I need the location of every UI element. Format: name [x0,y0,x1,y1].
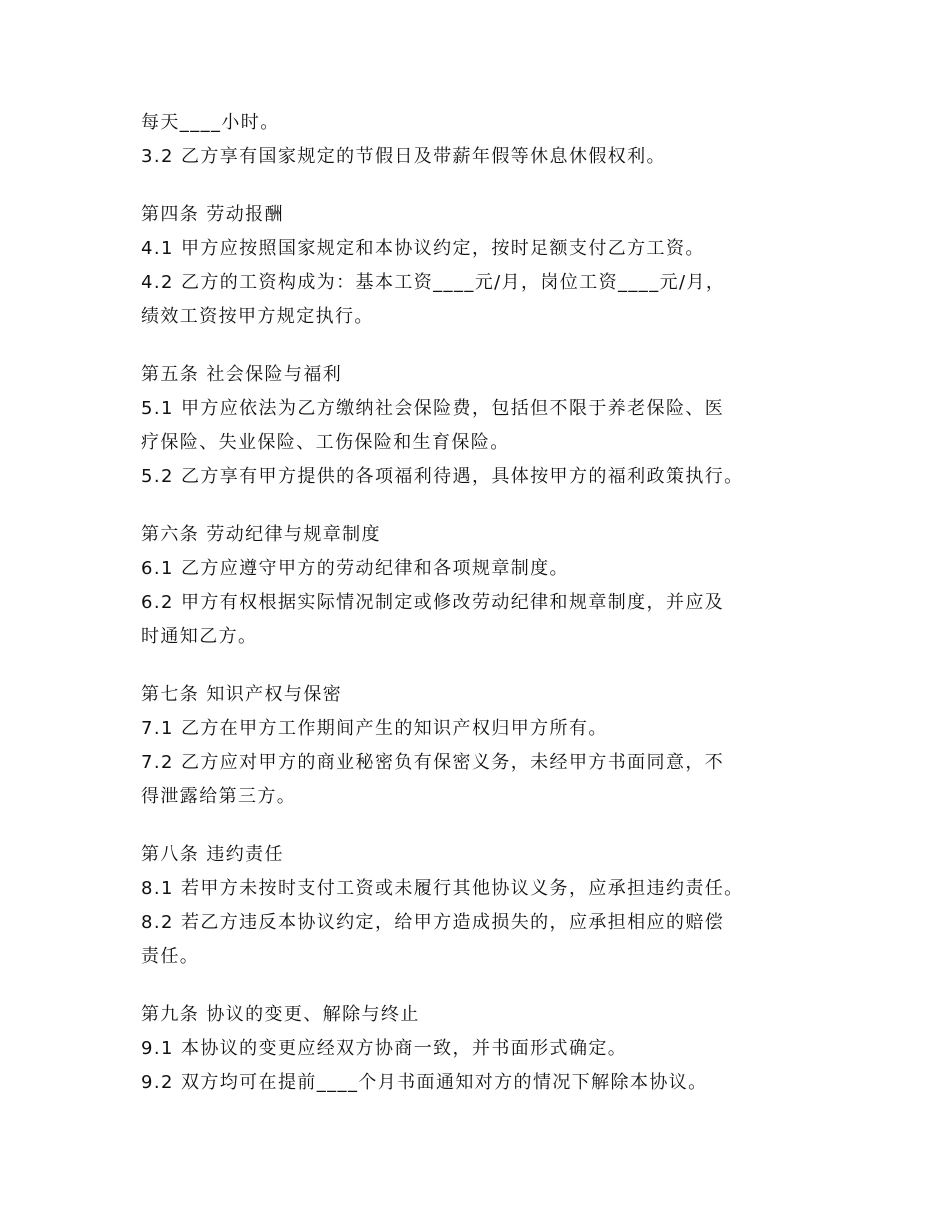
section-working-hours-continued [141,106,841,174]
clause-6-2: 6.2 甲方有权根据实际情况制定或修改劳动纪律和规章制度，并应及 [141,592,725,613]
article-7-heading: 第七条 知识产权与保密 [141,684,343,705]
clause-5-2: 5.2 乙方享有甲方提供的各项福利待遇，具体按甲方的福利政策执行。 [141,466,744,487]
document-page [141,106,841,1100]
clause-4-2-continued: 绩效工资按甲方规定执行。 [141,306,374,327]
article-8-heading: 第八条 违约责任 [141,844,284,865]
clause-5-1: 5.1 甲方应依法为乙方缴纳社会保险费，包括但不限于养老保险、医 [141,398,725,419]
section-article-8 [141,838,841,974]
section-article-4 [141,198,841,334]
section-article-9 [141,998,841,1100]
clause-8-2: 8.2 若乙方违反本协议约定，给甲方造成损失的，应承担相应的赔偿 [141,912,725,933]
article-9-heading: 第九条 协议的变更、解除与终止 [141,1004,420,1025]
clause-8-1: 8.1 若甲方未按时支付工资或未履行其他协议义务，应承担违约责任。 [141,878,744,899]
article-6-heading: 第六条 劳动纪律与规章制度 [141,524,381,545]
article-4-heading: 第四条 劳动报酬 [141,204,284,225]
section-article-7 [141,678,841,814]
section-article-5 [141,358,841,494]
clause-7-1: 7.1 乙方在甲方工作期间产生的知识产权归甲方所有。 [141,718,608,739]
clause-6-1: 6.1 乙方应遵守甲方的劳动纪律和各项规章制度。 [141,558,569,579]
clause-6-2-continued: 时通知乙方。 [141,626,258,647]
article-5-heading: 第五条 社会保险与福利 [141,364,343,385]
clause-7-2: 7.2 乙方应对甲方的商业秘密负有保密义务，未经甲方书面同意，不 [141,752,725,773]
clause-9-2: 9.2 双方均可在提前____个月书面通知对方的情况下解除本协议。 [141,1072,708,1093]
clause-5-1-continued: 疗保险、失业保险、工伤保险和生育保险。 [141,432,510,453]
clause-3-2: 3.2 乙方享有国家规定的节假日及带薪年假等休息休假权利。 [141,146,666,167]
clause-7-2-continued: 得泄露给第三方。 [141,786,297,807]
clause-8-2-continued: 责任。 [141,946,200,967]
paragraph-line: 每天____小时。 [141,112,280,133]
section-article-6 [141,518,841,654]
clause-9-1: 9.1 本协议的变更应经双方协商一致，并书面形式确定。 [141,1038,628,1059]
clause-4-1: 4.1 甲方应按照国家规定和本协议约定，按时足额支付乙方工资。 [141,238,705,259]
clause-4-2: 4.2 乙方的工资构成为：基本工资____元/月，岗位工资____元/月， [141,272,726,293]
